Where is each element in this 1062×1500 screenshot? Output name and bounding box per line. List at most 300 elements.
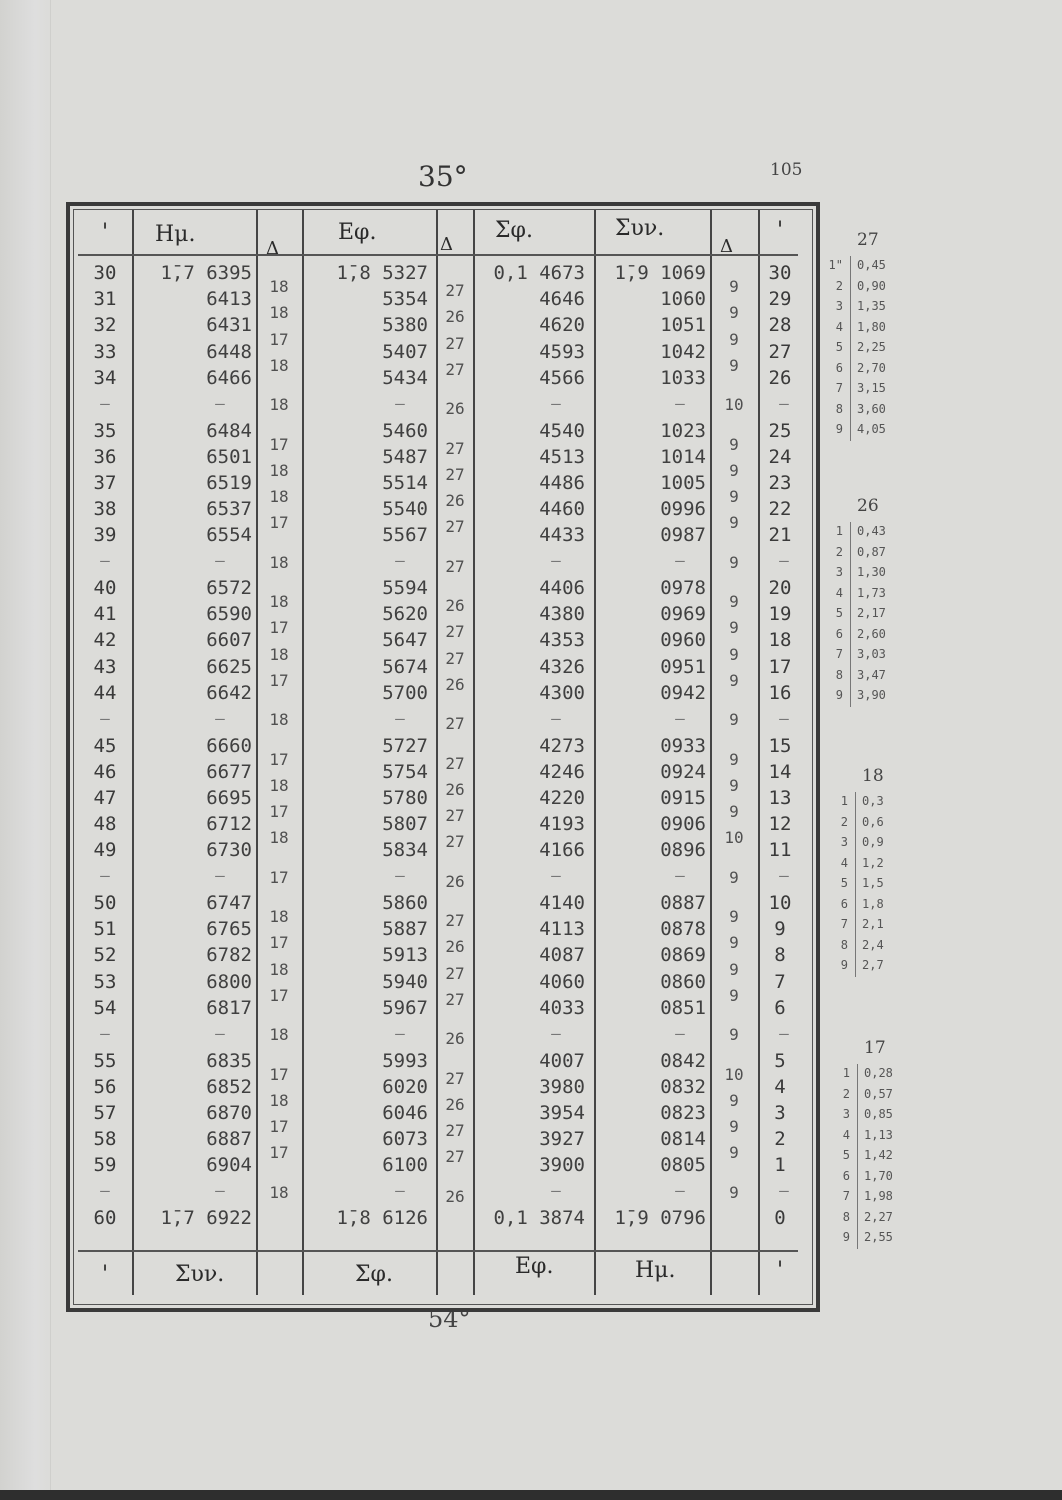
minute-cell-right: 13 bbox=[768, 786, 792, 809]
tangent-difference: 27 bbox=[445, 648, 465, 668]
pp-row bbox=[825, 688, 915, 708]
minute-cell-right: 30 bbox=[768, 262, 792, 284]
cosine-value: 0814 bbox=[660, 1128, 706, 1151]
pp-divider bbox=[855, 936, 856, 957]
cotangent-value: 4113 bbox=[539, 918, 585, 941]
pp-multiplier: 1" bbox=[828, 258, 843, 272]
group-separator: — bbox=[215, 866, 225, 885]
group-separator: — bbox=[675, 1023, 685, 1043]
cosine-difference: 9 bbox=[729, 644, 739, 664]
pp-row bbox=[830, 876, 920, 896]
group-separator: — bbox=[779, 393, 789, 413]
pp-value: 2,17 bbox=[857, 606, 886, 620]
pp-row bbox=[825, 668, 915, 688]
pp-divider bbox=[855, 854, 856, 875]
group-separator: — bbox=[100, 1023, 110, 1043]
sine-value: 6431 bbox=[206, 314, 252, 337]
pp-row bbox=[832, 1210, 922, 1230]
minute-cell-right: 25 bbox=[768, 419, 792, 442]
cosine-difference: 9 bbox=[729, 802, 739, 821]
minute-cell-right: 19 bbox=[768, 603, 792, 626]
tangent-difference: 27 bbox=[445, 1121, 465, 1140]
sine-value: 6554 bbox=[206, 524, 252, 547]
minute-cell-right: 20 bbox=[768, 577, 792, 599]
pp-divider bbox=[857, 1064, 858, 1085]
tangent-value: 1̄,8 5327 bbox=[336, 262, 428, 284]
group-separator: — bbox=[395, 866, 405, 885]
sine-value: 6747 bbox=[206, 892, 252, 914]
cosine-difference: 9 bbox=[729, 303, 739, 323]
pp-value: 3,90 bbox=[857, 688, 886, 702]
cosine-difference: 9 bbox=[729, 710, 739, 730]
pp-value: 1,98 bbox=[864, 1189, 893, 1203]
minute-cell-right: 22 bbox=[768, 498, 792, 521]
group-separator: — bbox=[395, 1181, 405, 1200]
sine-difference: 17 bbox=[269, 434, 289, 454]
group-separator: — bbox=[779, 1181, 789, 1200]
pp-row bbox=[825, 361, 915, 381]
sine-difference: 18 bbox=[269, 487, 289, 506]
cotangent-value: 4620 bbox=[539, 314, 585, 337]
pp-multiplier: 8 bbox=[835, 401, 843, 416]
header-delta: Δ bbox=[266, 238, 279, 259]
pp-divider bbox=[850, 625, 851, 646]
pp-value: 0,3 bbox=[862, 794, 884, 808]
pp-multiplier: 7 bbox=[842, 1189, 850, 1203]
minute-cell: 55 bbox=[93, 1049, 117, 1072]
pp-value: 1,70 bbox=[864, 1168, 893, 1183]
pp-divider bbox=[857, 1208, 858, 1229]
pp-divider bbox=[850, 563, 851, 584]
sine-difference: 18 bbox=[269, 644, 289, 664]
sine-difference: 18 bbox=[269, 355, 289, 375]
pp-divider bbox=[855, 895, 856, 916]
pp-divider bbox=[857, 1146, 858, 1167]
minute-cell: 53 bbox=[93, 970, 117, 993]
sine-difference: 18 bbox=[269, 1090, 289, 1110]
sine-difference: 18 bbox=[269, 277, 289, 297]
cosine-value: 1060 bbox=[660, 288, 706, 311]
cosine-value: 0823 bbox=[660, 1101, 706, 1124]
cosine-difference: 9 bbox=[729, 513, 739, 533]
group-separator: — bbox=[675, 708, 685, 728]
sine-difference: 18 bbox=[269, 907, 289, 927]
pp-value: 0,57 bbox=[864, 1086, 893, 1101]
cosine-difference: 10 bbox=[724, 1064, 744, 1084]
group-separator: — bbox=[215, 393, 225, 413]
minute-cell: 40 bbox=[93, 577, 117, 599]
pp-row bbox=[832, 1148, 922, 1168]
pp-value: 1,8 bbox=[862, 896, 884, 911]
pp-multiplier: 5 bbox=[835, 606, 843, 620]
tangent-value: 5727 bbox=[382, 734, 428, 757]
header-delta: Δ bbox=[440, 234, 453, 255]
minute-cell-right: 21 bbox=[768, 524, 792, 547]
cotangent-value: 4353 bbox=[539, 629, 585, 652]
minute-cell: 46 bbox=[93, 760, 117, 783]
pp-value: 3,03 bbox=[857, 647, 886, 661]
minute-cell: 52 bbox=[93, 944, 117, 967]
group-separator: — bbox=[779, 866, 789, 885]
cosine-value: 0987 bbox=[660, 524, 706, 547]
minute-cell-right: 10 bbox=[768, 892, 792, 914]
pp-row bbox=[825, 381, 915, 401]
footer-cotangent: Σφ. bbox=[355, 1262, 393, 1287]
pp-row bbox=[825, 320, 915, 340]
pp-value: 1,80 bbox=[857, 319, 886, 334]
pp-row bbox=[832, 1189, 922, 1209]
cosine-value: 1042 bbox=[660, 340, 706, 363]
pp-multiplier: 6 bbox=[835, 626, 843, 641]
cosine-value: 1̄,9 0796 bbox=[614, 1207, 706, 1229]
sine-difference: 17 bbox=[269, 670, 289, 690]
pp-multiplier: 2 bbox=[842, 1086, 850, 1101]
minute-cell-right: 6 bbox=[774, 996, 786, 1019]
tangent-value: 5567 bbox=[382, 524, 428, 547]
cosine-difference: 9 bbox=[729, 933, 739, 953]
pp-value: 0,43 bbox=[857, 524, 886, 538]
tangent-value: 5407 bbox=[382, 340, 428, 363]
tangent-value: 5993 bbox=[382, 1049, 428, 1072]
group-separator: — bbox=[779, 1023, 789, 1043]
pp-row bbox=[825, 422, 915, 442]
pp-value: 1,5 bbox=[862, 876, 884, 890]
tangent-difference: 26 bbox=[445, 1029, 465, 1049]
cotangent-value: 0,1 3874 bbox=[493, 1207, 585, 1229]
group-separator: — bbox=[779, 708, 789, 728]
minute-cell-right: 23 bbox=[768, 471, 792, 494]
cosine-value: 1014 bbox=[660, 445, 706, 468]
tangent-difference: 26 bbox=[445, 491, 465, 510]
sine-value: 6537 bbox=[206, 498, 252, 521]
tangent-difference: 27 bbox=[445, 517, 465, 537]
pp-multiplier: 9 bbox=[842, 1230, 850, 1244]
tangent-value: 5620 bbox=[382, 603, 428, 626]
pp-row bbox=[832, 1230, 922, 1250]
cosine-value: 0915 bbox=[660, 786, 706, 809]
minute-cell: 56 bbox=[93, 1075, 117, 1098]
minute-cell: 51 bbox=[93, 918, 117, 941]
pp-divider bbox=[850, 297, 851, 318]
sine-value: 6817 bbox=[206, 996, 252, 1019]
pp-row bbox=[825, 258, 915, 278]
pp-divider bbox=[857, 1105, 858, 1126]
cotangent-value: 4406 bbox=[539, 577, 585, 599]
pp-table-title: 26 bbox=[857, 496, 879, 516]
pp-row bbox=[825, 524, 915, 544]
pp-divider bbox=[850, 277, 851, 298]
group-separator: — bbox=[215, 1023, 225, 1043]
pp-row bbox=[825, 340, 915, 360]
pp-multiplier: 3 bbox=[840, 835, 848, 849]
sine-difference: 18 bbox=[269, 395, 289, 415]
cosine-difference: 9 bbox=[729, 460, 739, 480]
tangent-difference: 27 bbox=[445, 714, 465, 734]
pp-value: 2,55 bbox=[864, 1230, 893, 1244]
cosine-difference: 9 bbox=[729, 1143, 739, 1163]
pp-row bbox=[830, 835, 920, 855]
minute-cell: 35 bbox=[93, 419, 117, 442]
group-separator: — bbox=[395, 393, 405, 413]
cotangent-value: 4166 bbox=[539, 839, 585, 862]
tangent-value: 5434 bbox=[382, 366, 428, 389]
sine-value: 6466 bbox=[206, 366, 252, 389]
minute-cell: 49 bbox=[93, 839, 117, 862]
sine-difference: 18 bbox=[269, 303, 289, 323]
tangent-value: 5913 bbox=[382, 944, 428, 967]
minute-cell-right: 17 bbox=[768, 655, 792, 678]
cosine-difference: 9 bbox=[729, 1090, 739, 1110]
cosine-difference: 9 bbox=[729, 552, 739, 572]
pp-divider bbox=[855, 915, 856, 936]
tangent-value: 1̄,8 6126 bbox=[336, 1207, 428, 1229]
pp-multiplier: 1 bbox=[835, 524, 843, 538]
header-delta: Δ bbox=[720, 236, 733, 257]
pp-divider bbox=[857, 1126, 858, 1147]
minute-cell-right: 2 bbox=[774, 1128, 786, 1151]
group-separator: — bbox=[395, 1023, 405, 1043]
tangent-difference: 26 bbox=[445, 596, 465, 616]
sine-value: 6904 bbox=[206, 1154, 252, 1177]
cosine-difference: 9 bbox=[729, 277, 739, 297]
pp-multiplier: 4 bbox=[842, 1127, 850, 1142]
pp-value: 1,30 bbox=[857, 565, 886, 579]
group-separator: — bbox=[100, 866, 110, 885]
pp-multiplier: 3 bbox=[842, 1107, 850, 1121]
sine-difference: 17 bbox=[269, 802, 289, 821]
cosine-difference: 9 bbox=[729, 618, 739, 638]
tangent-difference: 27 bbox=[445, 359, 465, 379]
sine-value: 6887 bbox=[206, 1128, 252, 1151]
cotangent-value: 4007 bbox=[539, 1049, 585, 1072]
pp-multiplier: 5 bbox=[835, 340, 843, 354]
pp-divider bbox=[855, 792, 856, 813]
cosine-difference: 9 bbox=[729, 1182, 739, 1202]
minute-cell-right: 26 bbox=[768, 366, 792, 389]
sine-value: 6712 bbox=[206, 813, 252, 836]
cosine-difference: 9 bbox=[729, 670, 739, 690]
sine-difference: 17 bbox=[269, 749, 289, 769]
pp-row bbox=[832, 1066, 922, 1086]
pp-multiplier: 9 bbox=[835, 688, 843, 702]
pp-divider bbox=[850, 420, 851, 441]
pp-value: 0,45 bbox=[857, 258, 886, 272]
pp-value: 3,60 bbox=[857, 401, 886, 416]
tangent-difference: 27 bbox=[445, 989, 465, 1009]
cosine-value: 0969 bbox=[660, 603, 706, 626]
footer-minutes: ' bbox=[101, 1262, 109, 1287]
minute-cell: 58 bbox=[93, 1128, 117, 1151]
group-separator: — bbox=[215, 551, 225, 570]
tangent-value: 6100 bbox=[382, 1154, 428, 1177]
tangent-difference: 26 bbox=[445, 937, 465, 957]
minute-cell-right: 14 bbox=[768, 760, 792, 783]
cosine-value: 0942 bbox=[660, 681, 706, 704]
pp-value: 2,25 bbox=[857, 340, 886, 354]
tangent-value: 5380 bbox=[382, 314, 428, 337]
pp-multiplier: 5 bbox=[842, 1148, 850, 1162]
cotangent-value: 4300 bbox=[539, 681, 585, 704]
cotangent-value: 4060 bbox=[539, 970, 585, 993]
pp-row bbox=[825, 627, 915, 647]
pp-multiplier: 8 bbox=[835, 667, 843, 682]
cotangent-value: 4033 bbox=[539, 996, 585, 1019]
header-tangent: Εφ. bbox=[338, 220, 377, 245]
pp-row bbox=[830, 958, 920, 978]
pp-multiplier: 4 bbox=[835, 319, 843, 334]
sine-difference: 18 bbox=[269, 828, 289, 848]
pp-divider bbox=[850, 543, 851, 564]
sine-value: 1̄,7 6922 bbox=[160, 1207, 252, 1229]
cosine-difference: 9 bbox=[729, 867, 739, 887]
minute-cell-right: 24 bbox=[768, 445, 792, 468]
cosine-value: 0805 bbox=[660, 1154, 706, 1177]
group-separator: — bbox=[551, 1181, 561, 1200]
minute-cell: 44 bbox=[93, 681, 117, 704]
pp-value: 4,05 bbox=[857, 422, 886, 436]
cosine-difference: 9 bbox=[729, 1025, 739, 1045]
group-separator: — bbox=[551, 866, 561, 885]
pp-divider bbox=[857, 1228, 858, 1249]
cotangent-value: 4380 bbox=[539, 603, 585, 626]
cotangent-value: 4140 bbox=[539, 892, 585, 914]
pp-multiplier: 3 bbox=[835, 299, 843, 313]
tangent-difference: 27 bbox=[445, 1147, 465, 1167]
cosine-value: 0887 bbox=[660, 892, 706, 914]
sine-difference: 17 bbox=[269, 618, 289, 638]
pp-row bbox=[830, 815, 920, 835]
bottom-angle-heading: 54° bbox=[428, 1305, 471, 1333]
pp-row bbox=[830, 897, 920, 917]
tangent-value: 5354 bbox=[382, 288, 428, 311]
pp-divider bbox=[850, 666, 851, 687]
cosine-value: 1033 bbox=[660, 366, 706, 389]
minute-cell-right: 12 bbox=[768, 813, 792, 836]
pp-divider bbox=[850, 256, 851, 277]
cosine-value: 0924 bbox=[660, 760, 706, 783]
cosine-difference: 9 bbox=[729, 907, 739, 927]
minute-cell: 30 bbox=[93, 262, 117, 284]
sine-difference: 18 bbox=[269, 552, 289, 572]
minute-cell: 39 bbox=[93, 524, 117, 547]
cosine-value: 0933 bbox=[660, 734, 706, 757]
minute-cell: 41 bbox=[93, 603, 117, 626]
minute-cell-right: 0 bbox=[774, 1207, 786, 1229]
tangent-value: 6073 bbox=[382, 1128, 428, 1151]
pp-row bbox=[825, 545, 915, 565]
sine-difference: 17 bbox=[269, 1117, 289, 1136]
group-separator: — bbox=[675, 551, 685, 570]
tangent-value: 5967 bbox=[382, 996, 428, 1019]
pp-value: 1,2 bbox=[862, 855, 884, 870]
pp-divider bbox=[855, 813, 856, 834]
pp-value: 0,28 bbox=[864, 1066, 893, 1080]
pp-value: 1,73 bbox=[857, 585, 886, 600]
pp-value: 0,85 bbox=[864, 1107, 893, 1121]
footer-cosine: Συν. bbox=[175, 1262, 225, 1287]
pp-multiplier: 5 bbox=[840, 876, 848, 890]
cotangent-value: 4593 bbox=[539, 340, 585, 363]
cosine-difference: 9 bbox=[729, 1117, 739, 1136]
pp-value: 0,90 bbox=[857, 278, 886, 293]
minute-cell: 59 bbox=[93, 1154, 117, 1177]
tangent-difference: 27 bbox=[445, 753, 465, 773]
cosine-value: 0951 bbox=[660, 655, 706, 678]
tangent-value: 5460 bbox=[382, 419, 428, 442]
sine-difference: 18 bbox=[269, 959, 289, 979]
pp-value: 0,9 bbox=[862, 835, 884, 849]
minute-cell-right: 29 bbox=[768, 288, 792, 311]
tangent-value: 5700 bbox=[382, 681, 428, 704]
cotangent-value: 0,1 4673 bbox=[493, 262, 585, 284]
sine-value: 6413 bbox=[206, 288, 252, 311]
pp-divider bbox=[857, 1085, 858, 1106]
tangent-value: 5834 bbox=[382, 839, 428, 862]
cotangent-value: 4193 bbox=[539, 813, 585, 836]
pp-value: 2,4 bbox=[862, 937, 884, 952]
pp-row bbox=[825, 402, 915, 422]
sine-difference: 17 bbox=[269, 985, 289, 1005]
pp-row bbox=[830, 938, 920, 958]
sine-difference: 18 bbox=[269, 1182, 289, 1202]
pp-divider bbox=[850, 522, 851, 543]
footer-tangent: Εφ. bbox=[515, 1254, 554, 1279]
sine-value: 6852 bbox=[206, 1075, 252, 1098]
header-sine: Ημ. bbox=[155, 222, 196, 247]
group-separator: — bbox=[100, 708, 110, 728]
pp-table-title: 27 bbox=[857, 230, 879, 250]
pp-multiplier: 1 bbox=[842, 1066, 850, 1080]
minute-cell-right: 1 bbox=[774, 1154, 786, 1177]
minute-cell: 37 bbox=[93, 471, 117, 494]
pp-multiplier: 2 bbox=[835, 278, 843, 293]
group-separator: — bbox=[100, 551, 110, 570]
tangent-value: 6020 bbox=[382, 1075, 428, 1098]
pp-row bbox=[830, 794, 920, 814]
pp-multiplier: 9 bbox=[840, 958, 848, 972]
page-number: 105 bbox=[770, 160, 803, 180]
sine-difference: 18 bbox=[269, 1025, 289, 1045]
minute-cell-right: 7 bbox=[774, 970, 786, 993]
minute-cell: 50 bbox=[93, 892, 117, 914]
sine-value: 6870 bbox=[206, 1101, 252, 1124]
pp-value: 1,13 bbox=[864, 1127, 893, 1142]
pp-divider bbox=[857, 1187, 858, 1208]
cosine-value: 0851 bbox=[660, 996, 706, 1019]
minute-cell: 45 bbox=[93, 734, 117, 757]
cosine-value: 1005 bbox=[660, 471, 706, 494]
cosine-value: 0842 bbox=[660, 1049, 706, 1072]
cotangent-value: 4087 bbox=[539, 944, 585, 967]
pp-table-title: 18 bbox=[862, 766, 884, 786]
pp-divider bbox=[850, 338, 851, 359]
minute-cell: 32 bbox=[93, 314, 117, 337]
pp-multiplier: 2 bbox=[840, 814, 848, 829]
tangent-value: 5647 bbox=[382, 629, 428, 652]
cotangent-value: 4460 bbox=[539, 498, 585, 521]
pp-row bbox=[830, 917, 920, 937]
minute-cell: 48 bbox=[93, 813, 117, 836]
pp-value: 2,27 bbox=[864, 1209, 893, 1224]
group-separator: — bbox=[675, 1181, 685, 1200]
minute-cell: 43 bbox=[93, 655, 117, 678]
cotangent-value: 4646 bbox=[539, 288, 585, 311]
sine-value: 6607 bbox=[206, 629, 252, 652]
group-separator: — bbox=[395, 551, 405, 570]
minute-cell: 36 bbox=[93, 445, 117, 468]
tangent-difference: 27 bbox=[445, 556, 465, 576]
sine-value: 6519 bbox=[206, 471, 252, 494]
